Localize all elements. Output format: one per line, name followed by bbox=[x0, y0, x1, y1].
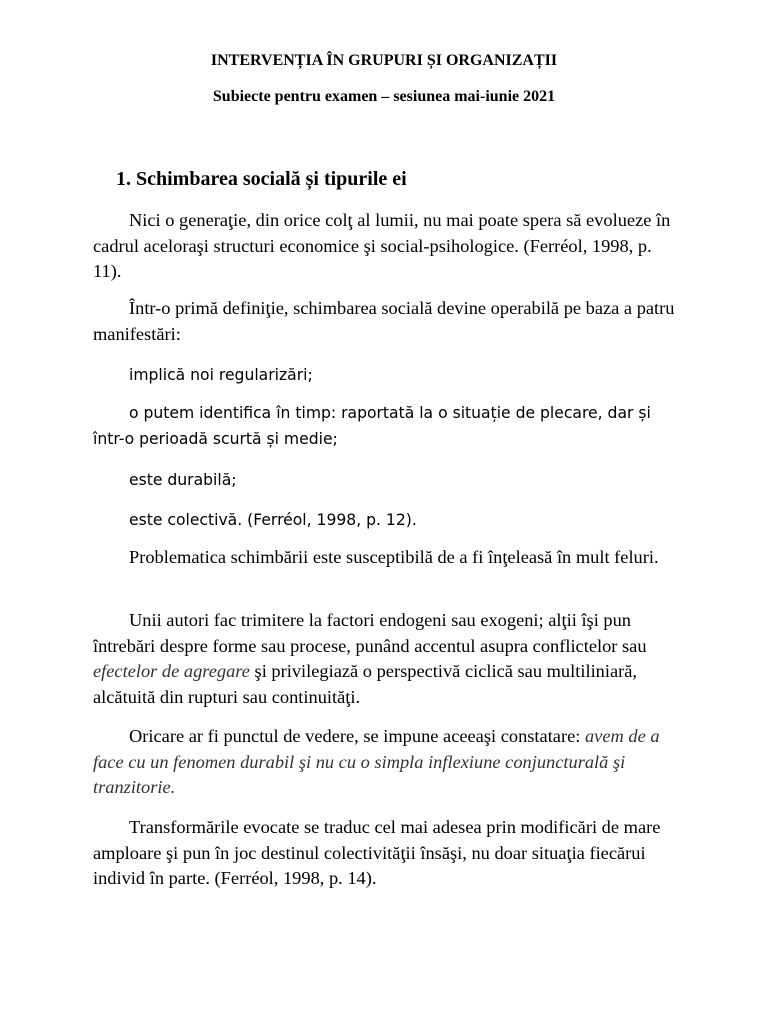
paragraph-5-text: Oricare ar fi punctul de vedere, se impune aceeaşi constatare: bbox=[129, 726, 585, 746]
paragraph-2: Într-o primă definiţie, schimbarea socială devine operabilă pe baza a patru manifestări: bbox=[93, 298, 675, 344]
paragraph-5 bbox=[93, 724, 683, 801]
document-subtitle: Subiecte pentru examen – sesiunea mai-iunie 2021 bbox=[212, 88, 556, 105]
list-item-identificare: o putem identifica în timp: raportată la o situație de plecare, dar și într-o perioadă scurtă și medie; bbox=[93, 404, 651, 448]
document-title: INTERVENȚIA ÎN GRUPURI ȘI ORGANIZAȚII bbox=[210, 52, 558, 69]
paragraph-5-italic: avem de a face cu un fenomen durabil şi nu cu o simpla inflexiune conjuncturală şi tranzitorie. bbox=[93, 726, 660, 797]
list-item-regularizari: implică noi regularizări; bbox=[129, 366, 313, 384]
list-item-colectiva: este colectivă. (Ferréol, 1998, p. 12). bbox=[129, 511, 417, 529]
paragraph-4 bbox=[93, 608, 683, 710]
paragraph-1: Nici o generaţie, din orice colţ al lumii, nu mai poate spera să evolueze în cadrul aceloraşi structuri economice şi social-psihologice. (Ferréol, 1998, p. 11). bbox=[93, 210, 671, 281]
paragraph-4-italic: efectelor de agregare bbox=[93, 661, 250, 681]
paragraph-6: Transformările evocate se traduc cel mai adesea prin modificări de mare amploare şi pun în joc destinul colectivităţii însăşi, nu doar situaţia fiecărui individ în parte. (Ferréol, 1998, p. 14). bbox=[93, 817, 661, 888]
list-item-durabila: este durabilă; bbox=[129, 471, 237, 489]
paragraph-3: Problematica schimbării este susceptibilă de a fi înţeleasă în mult feluri. bbox=[129, 547, 659, 567]
paragraph-4-text-b: şi privilegiază o perspectivă ciclică sau multiliniară, alcătuită din rupturi sau continuităţi. bbox=[93, 661, 638, 707]
section-heading: 1. Schimbarea socială și tipurile ei bbox=[116, 168, 407, 190]
paragraph-4-text-a: Unii autori fac trimitere la factori endogeni sau exogeni; alţii îşi pun întrebări despre forme sau procese, punând accentul asupra conflictelor sau bbox=[93, 610, 647, 656]
